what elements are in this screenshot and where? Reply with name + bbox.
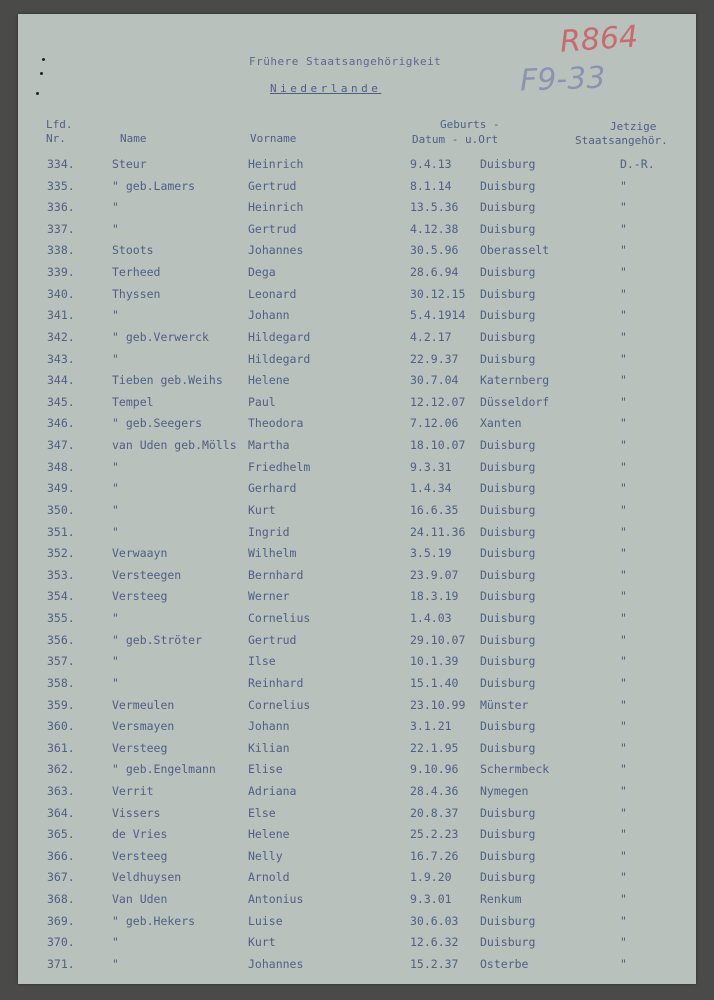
row-number: 365. [47, 827, 75, 841]
table-row [0, 525, 714, 546]
table-row [0, 589, 714, 610]
row-name: " [112, 957, 119, 971]
row-staat: " [620, 481, 627, 495]
row-name: " [112, 935, 119, 949]
row-name: " [112, 460, 119, 474]
row-ort: Düsseldorf [480, 395, 550, 409]
row-name: " [112, 654, 119, 668]
row-staat: " [620, 330, 627, 344]
title-line2: Niederlande [270, 82, 382, 95]
row-number: 335. [47, 179, 75, 193]
row-number: 337. [47, 222, 75, 236]
row-number: 350. [47, 503, 75, 517]
row-ort: Nymegen [480, 784, 529, 798]
row-ort: Duisburg [480, 589, 536, 603]
row-datum: 4.12.38 [410, 222, 459, 236]
row-name: " geb.Engelmann [112, 762, 216, 776]
row-name: Versteegen [112, 568, 182, 582]
row-number: 349. [47, 481, 75, 495]
row-ort: Osterbe [480, 957, 529, 971]
row-staat: " [620, 633, 627, 647]
row-staat: " [620, 460, 627, 474]
table-row [0, 395, 714, 416]
row-datum: 9.4.13 [410, 157, 452, 171]
row-vorname: Elise [248, 762, 283, 776]
row-number: 338. [47, 243, 75, 257]
row-number: 363. [47, 784, 75, 798]
table-row [0, 481, 714, 502]
table-row [0, 308, 714, 329]
row-vorname: Kurt [248, 503, 276, 517]
row-number: 362. [47, 762, 75, 776]
row-name: " [112, 200, 119, 214]
row-datum: 23.9.07 [410, 568, 459, 582]
row-staat: " [620, 265, 627, 279]
row-staat: " [620, 416, 627, 430]
row-datum: 16.7.26 [410, 849, 459, 863]
row-vorname: Wilhelm [248, 546, 297, 560]
row-name: Terheed [112, 265, 161, 279]
row-vorname: Cornelius [248, 698, 311, 712]
row-datum: 8.1.14 [410, 179, 452, 193]
row-name: " [112, 676, 119, 690]
row-ort: Duisburg [480, 287, 536, 301]
row-name: Veldhuysen [112, 870, 182, 884]
table-row [0, 200, 714, 221]
table-row [0, 654, 714, 675]
row-staat: " [620, 503, 627, 517]
row-datum: 18.10.07 [410, 438, 466, 452]
row-vorname: Heinrich [248, 200, 304, 214]
row-staat: " [620, 200, 627, 214]
table-row [0, 892, 714, 913]
row-vorname: Johann [248, 719, 290, 733]
row-name: Vermeulen [112, 698, 175, 712]
table-row [0, 287, 714, 308]
row-ort: Oberasselt [480, 243, 550, 257]
punch-mark [36, 92, 39, 95]
row-number: 342. [47, 330, 75, 344]
row-number: 368. [47, 892, 75, 906]
table-row [0, 611, 714, 632]
row-staat: D.-R. [620, 157, 655, 171]
row-number: 334. [47, 157, 75, 171]
table-row [0, 806, 714, 827]
row-datum: 3.1.21 [410, 719, 452, 733]
row-ort: Duisburg [480, 222, 536, 236]
row-vorname: Antonius [248, 892, 304, 906]
row-number: 370. [47, 935, 75, 949]
table-row [0, 243, 714, 264]
row-name: Verwaayn [112, 546, 168, 560]
table-row [0, 157, 714, 178]
row-number: 366. [47, 849, 75, 863]
row-datum: 15.2.37 [410, 957, 459, 971]
row-vorname: Werner [248, 589, 290, 603]
row-ort: Duisburg [480, 914, 536, 928]
row-vorname: Johann [248, 308, 290, 322]
row-staat: " [620, 525, 627, 539]
row-ort: Duisburg [480, 827, 536, 841]
row-staat: " [620, 892, 627, 906]
row-vorname: Cornelius [248, 611, 311, 625]
row-vorname: Gertrud [248, 179, 297, 193]
row-staat: " [620, 935, 627, 949]
header-name: Name [120, 132, 147, 145]
row-vorname: Ilse [248, 654, 276, 668]
row-vorname: Dega [248, 265, 276, 279]
row-staat: " [620, 222, 627, 236]
punch-mark [42, 58, 45, 61]
row-number: 348. [47, 460, 75, 474]
row-name: Verrit [112, 784, 154, 798]
row-datum: 15.1.40 [410, 676, 459, 690]
row-ort: Duisburg [480, 438, 536, 452]
row-datum: 9.3.31 [410, 460, 452, 474]
table-row [0, 633, 714, 654]
row-datum: 28.6.94 [410, 265, 459, 279]
row-name: Van Uden [112, 892, 168, 906]
row-vorname: Else [248, 806, 276, 820]
row-staat: " [620, 849, 627, 863]
row-name: Versteeg [112, 589, 168, 603]
table-row [0, 373, 714, 394]
row-datum: 1.4.03 [410, 611, 452, 625]
row-ort: Duisburg [480, 654, 536, 668]
table-row [0, 957, 714, 978]
header-datum-ort: Datum - u.Ort [412, 133, 499, 146]
row-datum: 29.10.07 [410, 633, 466, 647]
row-ort: Duisburg [480, 546, 536, 560]
row-staat: " [620, 352, 627, 366]
row-number: 352. [47, 546, 75, 560]
row-vorname: Luise [248, 914, 283, 928]
row-vorname: Helene [248, 373, 290, 387]
row-ort: Duisburg [480, 200, 536, 214]
row-number: 360. [47, 719, 75, 733]
row-ort: Duisburg [480, 179, 536, 193]
row-vorname: Gerhard [248, 481, 297, 495]
table-row [0, 870, 714, 891]
table-row [0, 222, 714, 243]
row-name: Tempel [112, 395, 154, 409]
table-row [0, 330, 714, 351]
row-datum: 30.7.04 [410, 373, 459, 387]
row-staat: " [620, 957, 627, 971]
title-line1: Frühere Staatsangehörigkeit [249, 55, 442, 68]
row-ort: Xanten [480, 416, 522, 430]
row-number: 356. [47, 633, 75, 647]
row-staat: " [620, 438, 627, 452]
row-number: 347. [47, 438, 75, 452]
row-name: " [112, 503, 119, 517]
row-number: 358. [47, 676, 75, 690]
row-vorname: Kurt [248, 935, 276, 949]
row-ort: Duisburg [480, 676, 536, 690]
row-name: " geb.Seegers [112, 416, 203, 430]
row-datum: 30.12.15 [410, 287, 466, 301]
row-vorname: Ingrid [248, 525, 290, 539]
row-ort: Duisburg [480, 719, 536, 733]
row-ort: Renkum [480, 892, 522, 906]
row-name: Thyssen [112, 287, 161, 301]
row-datum: 4.2.17 [410, 330, 452, 344]
row-name: de Vries [112, 827, 168, 841]
table-row [0, 741, 714, 762]
row-number: 340. [47, 287, 75, 301]
row-datum: 1.9.20 [410, 870, 452, 884]
table-row [0, 568, 714, 589]
table-row [0, 438, 714, 459]
table-row [0, 352, 714, 373]
table-row [0, 546, 714, 567]
row-datum: 23.10.99 [410, 698, 466, 712]
row-vorname: Leonard [248, 287, 297, 301]
row-name: " geb.Verwerck [112, 330, 209, 344]
row-staat: " [620, 568, 627, 582]
row-vorname: Nelly [248, 849, 283, 863]
row-ort: Duisburg [480, 460, 536, 474]
row-datum: 3.5.19 [410, 546, 452, 560]
row-number: 351. [47, 525, 75, 539]
row-number: 359. [47, 698, 75, 712]
header-geburts: Geburts - [440, 118, 500, 131]
row-ort: Duisburg [480, 806, 536, 820]
row-number: 361. [47, 741, 75, 755]
row-number: 346. [47, 416, 75, 430]
row-datum: 9.10.96 [410, 762, 459, 776]
row-vorname: Helene [248, 827, 290, 841]
row-vorname: Reinhard [248, 676, 304, 690]
table-row [0, 503, 714, 524]
row-datum: 30.6.03 [410, 914, 459, 928]
row-ort: Duisburg [480, 741, 536, 755]
row-vorname: Johannes [248, 243, 304, 257]
row-staat: " [620, 784, 627, 798]
table-row [0, 676, 714, 697]
punch-mark [40, 72, 43, 75]
row-staat: " [620, 589, 627, 603]
row-staat: " [620, 373, 627, 387]
row-name: " geb.Lamers [112, 179, 196, 193]
table-row [0, 460, 714, 481]
row-name: " geb.Ströter [112, 633, 203, 647]
row-ort: Duisburg [480, 568, 536, 582]
row-vorname: Adriana [248, 784, 297, 798]
row-staat: " [620, 243, 627, 257]
table-row [0, 179, 714, 200]
row-name: Vissers [112, 806, 161, 820]
archive-stamp-bottom: F9-33 [519, 60, 606, 99]
row-name: van Uden geb.Mölls [112, 438, 237, 452]
row-name: " [112, 222, 119, 236]
row-number: 354. [47, 589, 75, 603]
row-vorname: Gertrud [248, 222, 297, 236]
row-ort: Münster [480, 698, 529, 712]
row-name: " [112, 481, 119, 495]
row-ort: Duisburg [480, 157, 536, 171]
header-nr: Nr. [46, 132, 66, 145]
row-staat: " [620, 698, 627, 712]
table-row [0, 849, 714, 870]
row-datum: 12.12.07 [410, 395, 466, 409]
row-ort: Schermbeck [480, 762, 550, 776]
row-datum: 16.6.35 [410, 503, 459, 517]
row-number: 364. [47, 806, 75, 820]
row-ort: Duisburg [480, 935, 536, 949]
header-staat: Staatsangehör. [575, 134, 668, 147]
row-number: 369. [47, 914, 75, 928]
row-ort: Duisburg [480, 330, 536, 344]
row-staat: " [620, 287, 627, 301]
row-datum: 12.6.32 [410, 935, 459, 949]
row-number: 344. [47, 373, 75, 387]
row-name: " [112, 352, 119, 366]
row-datum: 20.8.37 [410, 806, 459, 820]
row-staat: " [620, 806, 627, 820]
row-number: 339. [47, 265, 75, 279]
row-datum: 7.12.06 [410, 416, 459, 430]
row-staat: " [620, 546, 627, 560]
row-ort: Duisburg [480, 870, 536, 884]
header-lfd: Lfd. [46, 118, 73, 131]
row-datum: 30.5.96 [410, 243, 459, 257]
row-staat: " [620, 762, 627, 776]
row-name: " geb.Hekers [112, 914, 196, 928]
row-name: Versteeg [112, 741, 168, 755]
row-vorname: Johannes [248, 957, 304, 971]
row-ort: Duisburg [480, 308, 536, 322]
row-name: Versteeg [112, 849, 168, 863]
row-datum: 18.3.19 [410, 589, 459, 603]
row-datum: 22.1.95 [410, 741, 459, 755]
table-row [0, 416, 714, 437]
header-vorname: Vorname [250, 132, 297, 145]
table-row [0, 719, 714, 740]
row-ort: Duisburg [480, 849, 536, 863]
table-row [0, 762, 714, 783]
row-vorname: Kilian [248, 741, 290, 755]
row-ort: Duisburg [480, 265, 536, 279]
row-ort: Duisburg [480, 352, 536, 366]
row-number: 355. [47, 611, 75, 625]
row-datum: 22.9.37 [410, 352, 459, 366]
table-row [0, 827, 714, 848]
row-name: " [112, 308, 119, 322]
row-datum: 25.2.23 [410, 827, 459, 841]
table-row [0, 698, 714, 719]
row-staat: " [620, 179, 627, 193]
row-name: Tieben geb.Weihs [112, 373, 223, 387]
row-ort: Duisburg [480, 503, 536, 517]
row-number: 341. [47, 308, 75, 322]
row-datum: 10.1.39 [410, 654, 459, 668]
header-jetzige: Jetzige [610, 120, 657, 133]
row-number: 353. [47, 568, 75, 582]
row-staat: " [620, 870, 627, 884]
table-row [0, 935, 714, 956]
row-staat: " [620, 676, 627, 690]
row-vorname: Friedhelm [248, 460, 311, 474]
row-number: 343. [47, 352, 75, 366]
table-row [0, 265, 714, 286]
row-staat: " [620, 741, 627, 755]
row-name: Steur [112, 157, 147, 171]
row-number: 367. [47, 870, 75, 884]
row-vorname: Hildegard [248, 330, 311, 344]
row-vorname: Martha [248, 438, 290, 452]
row-datum: 28.4.36 [410, 784, 459, 798]
row-vorname: Paul [248, 395, 276, 409]
row-name: Stoots [112, 243, 154, 257]
row-datum: 5.4.1914 [410, 308, 466, 322]
row-staat: " [620, 654, 627, 668]
row-staat: " [620, 719, 627, 733]
row-ort: Katernberg [480, 373, 550, 387]
row-datum: 13.5.36 [410, 200, 459, 214]
row-number: 371. [47, 957, 75, 971]
row-ort: Duisburg [480, 611, 536, 625]
row-vorname: Hildegard [248, 352, 311, 366]
row-name: " [112, 525, 119, 539]
row-number: 336. [47, 200, 75, 214]
row-vorname: Theodora [248, 416, 304, 430]
row-datum: 24.11.36 [410, 525, 466, 539]
table-row [0, 784, 714, 805]
row-datum: 1.4.34 [410, 481, 452, 495]
row-staat: " [620, 308, 627, 322]
row-vorname: Bernhard [248, 568, 304, 582]
row-vorname: Gertrud [248, 633, 297, 647]
row-staat: " [620, 827, 627, 841]
row-number: 357. [47, 654, 75, 668]
row-staat: " [620, 914, 627, 928]
row-ort: Duisburg [480, 481, 536, 495]
row-datum: 9.3.01 [410, 892, 452, 906]
row-number: 345. [47, 395, 75, 409]
row-ort: Duisburg [480, 633, 536, 647]
row-name: " [112, 611, 119, 625]
row-staat: " [620, 395, 627, 409]
table-row [0, 914, 714, 935]
row-name: Versmayen [112, 719, 175, 733]
row-vorname: Heinrich [248, 157, 304, 171]
archive-stamp-top: R864 [558, 19, 640, 60]
row-ort: Duisburg [480, 525, 536, 539]
row-vorname: Arnold [248, 870, 290, 884]
row-staat: " [620, 611, 627, 625]
